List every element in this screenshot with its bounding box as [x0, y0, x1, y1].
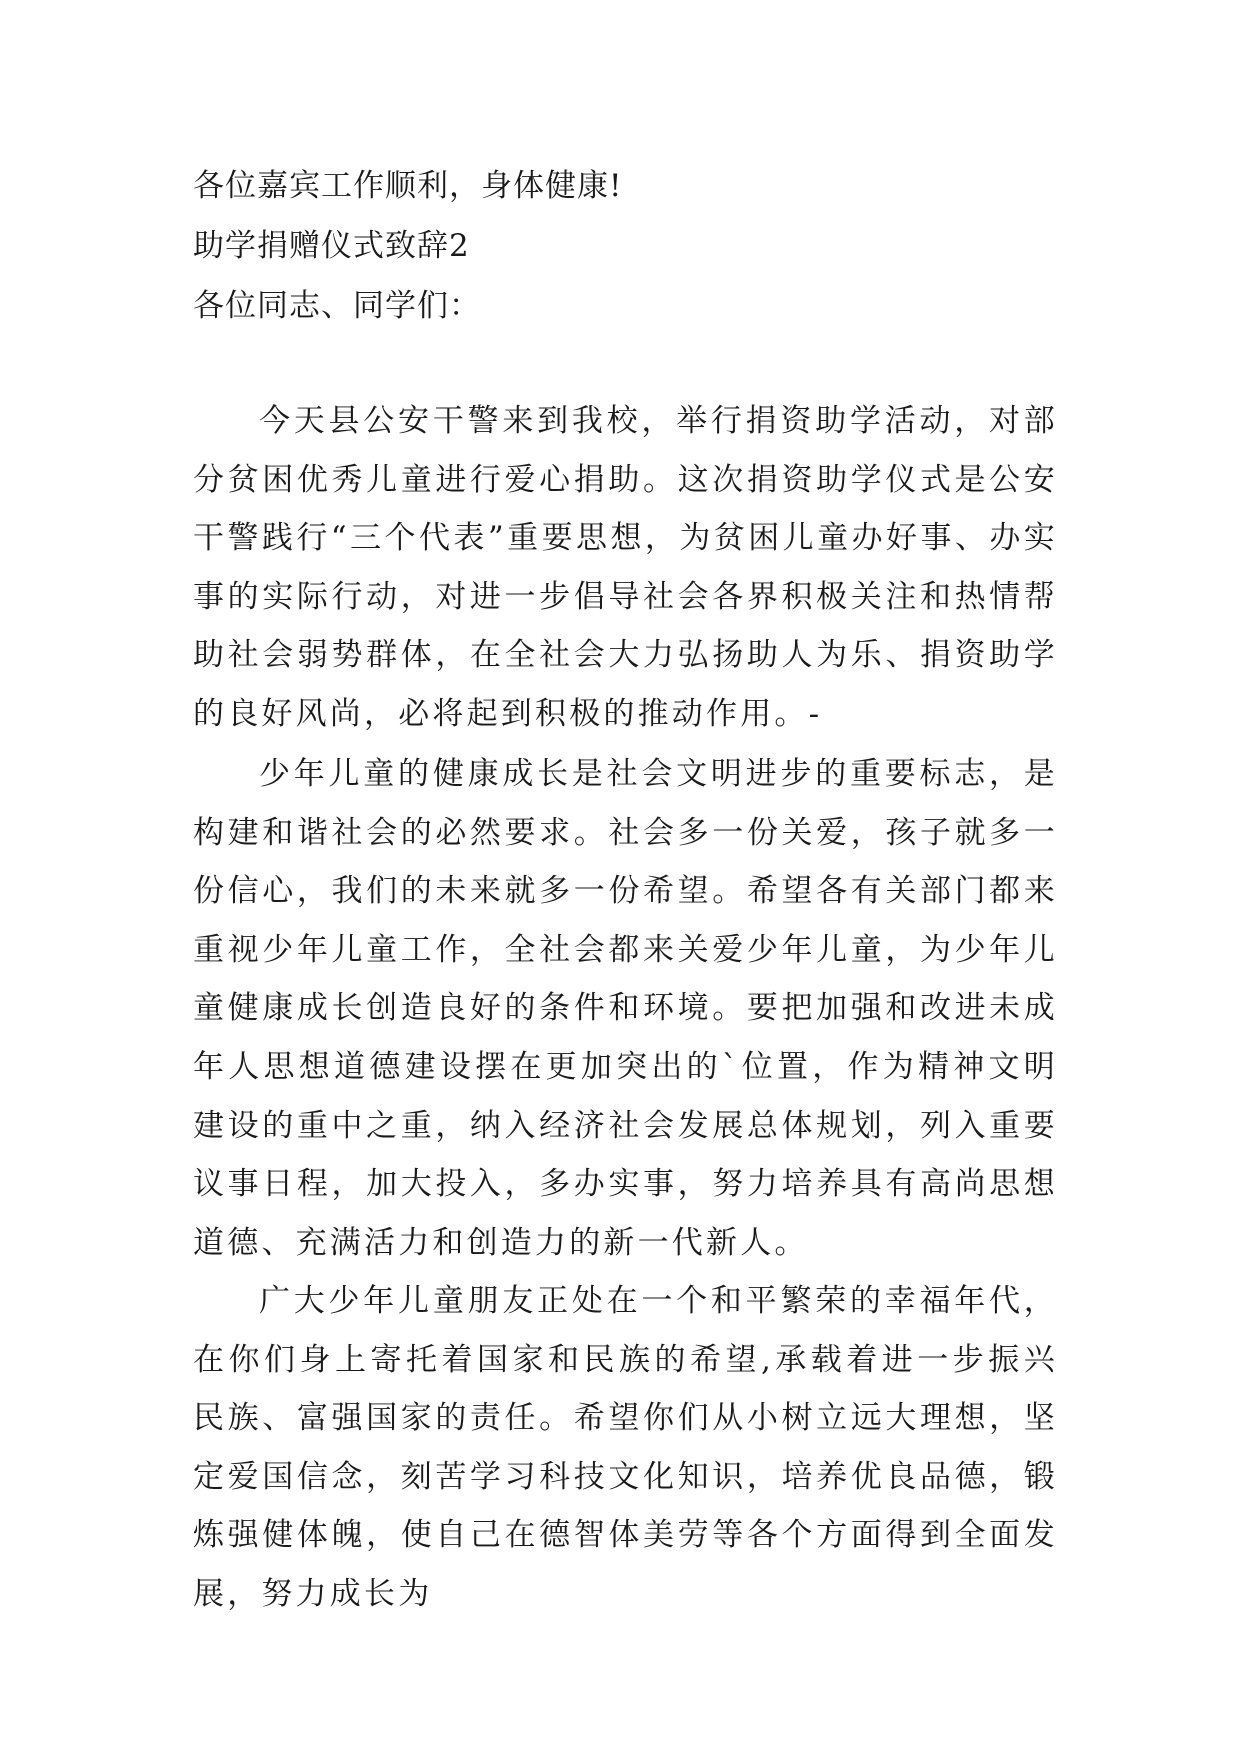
paragraph-1: 今天县公安干警来到我校，举行捐资助学活动，对部分贫困优秀儿童进行爱心捐助。这次捐资助学仪式是公安干警践行“三个代表”重要思想，为贫困儿童办好事、办实事的实际行动，对进一步倡导社会各界积极关注和热情帮助社会弱势群体，在全社会大力弘扬助人为乐、捐资助学的良好风尚，必将起到积极的推动作用。-: [193, 403, 1058, 732]
paragraph-3: 广大少年儿童朋友正处在一个和平繁荣的幸福年代，在你们身上寄托着国家和民族的希望,承载着进一步振兴民族、富强国家的责任。希望你们从小树立远大理想，坚定爱国信念，刻苦学习科技文化知识，培养优良品德，锻炼强健体魄，使自己在德智体美劳等各个方面得到全面发展，努力成长为: [193, 1283, 1058, 1612]
document-title: 助学捐赠仪式致辞2: [193, 228, 470, 264]
paragraph-2: 少年儿童的健康成长是社会文明进步的重要标志，是构建和谐社会的必然要求。社会多一份关爱，孩子就多一份信心，我们的未来就多一份希望。希望各有关部门都来重视少年儿童工作，全社会都来关爱少年儿童，为少年儿童健康成长创造良好的条件和环境。要把加强和改进未成年人思想道德建设摆在更加突出的`位置，作为精神文明建设的重中之重，纳入经济社会发展总体规划，列入重要议事日程，加大投入，多办实事，努力培养具有高尚思想道德、充满活力和创造力的新一代新人。: [193, 756, 1058, 1261]
closing-line: 各位嘉宾工作顺利，身体健康!: [193, 168, 623, 204]
salutation: 各位同志、同学们：: [193, 288, 481, 324]
